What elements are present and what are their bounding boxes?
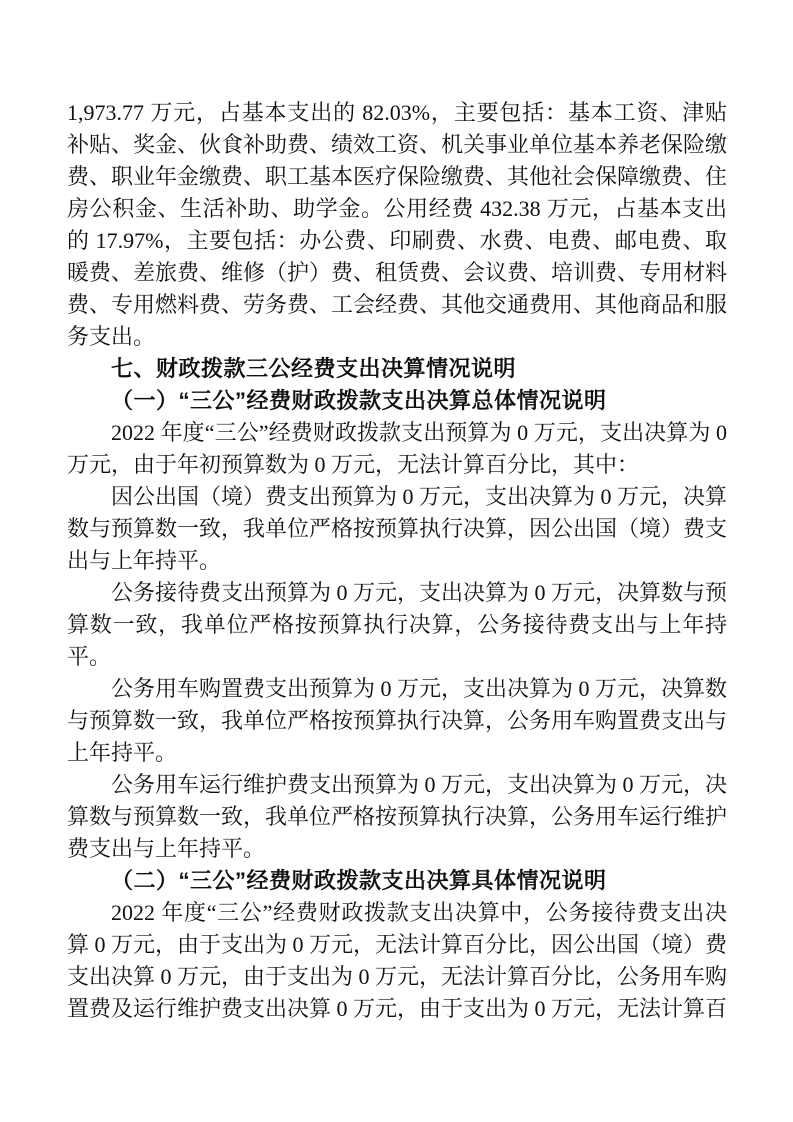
document-body xyxy=(67,97,727,1025)
section-heading-seven-three-public-funds: 七、财政拨款三公经费支出决算情况说明 xyxy=(111,356,517,381)
paragraph-overseas-travel-expense: 因公出国（境）费支出预算为 0 万元，支出决算为 0 万元，决算数与预算数一致，我单位严格按预算执行决算，因公出国（境）费支出与上年持平。 xyxy=(67,484,728,573)
paragraph-three-public-final-detail: 2022 年度“三公”经费财政拨款支出决算中，公务接待费支出决算 0 万元，由于支出为 0 万元，无法计算百分比，因公出国（境）费支出决算 0 万元，由于支出为 0 万元，无法计算百分比，公务用车购置费及运行维护费支出决算 0 万元，由于支出为 0 万元，无法计算百 xyxy=(67,900,728,1021)
paragraph-official-reception-expense: 公务接待费支出预算为 0 万元，支出决算为 0 万元，决算数与预算数一致，我单位严格按预算执行决算，公务接待费支出与上年持平。 xyxy=(67,580,728,669)
paragraph-vehicle-maintenance-expense: 公务用车运行维护费支出预算为 0 万元，支出决算为 0 万元，决算数与预算数一致，我单位严格按预算执行决算，公务用车运行维护费支出与上年持平。 xyxy=(67,772,728,861)
paragraph-basic-expenditure-breakdown: 1,973.77 万元，占基本支出的 82.03%，主要包括：基本工资、津贴补贴、奖金、伙食补助费、绩效工资、机关事业单位基本养老保险缴费、职业年金缴费、职工基本医疗保险缴费、其他社会保障缴费、住房公积金、生活补助、助学金。公用经费 432.38 万元，占基本支出的 17.97%，主要包括：办公费、印刷费、水费、电费、邮电费、取暖费、差旅费、维修（护）费、租赁费、会议费、培训费、专用材料费、专用燃料费、劳务费、工会经费、其他交通费用、其他商品和服务支出。 xyxy=(67,100,728,349)
paragraph-vehicle-purchase-expense: 公务用车购置费支出预算为 0 万元，支出决算为 0 万元，决算数与预算数一致，我单位严格按预算执行决算，公务用车购置费支出与上年持平。 xyxy=(67,676,728,765)
subsection-heading-one-overall-situation: （一）“三公”经费财政拨款支出决算总体情况说明 xyxy=(111,388,607,413)
subsection-heading-two-specific-situation: （二）“三公”经费财政拨款支出决算具体情况说明 xyxy=(111,868,607,893)
paragraph-three-public-budget-summary: 2022 年度“三公”经费财政拨款支出预算为 0 万元，支出决算为 0 万元，由于年初预算数为 0 万元，无法计算百分比，其中： xyxy=(67,420,727,477)
